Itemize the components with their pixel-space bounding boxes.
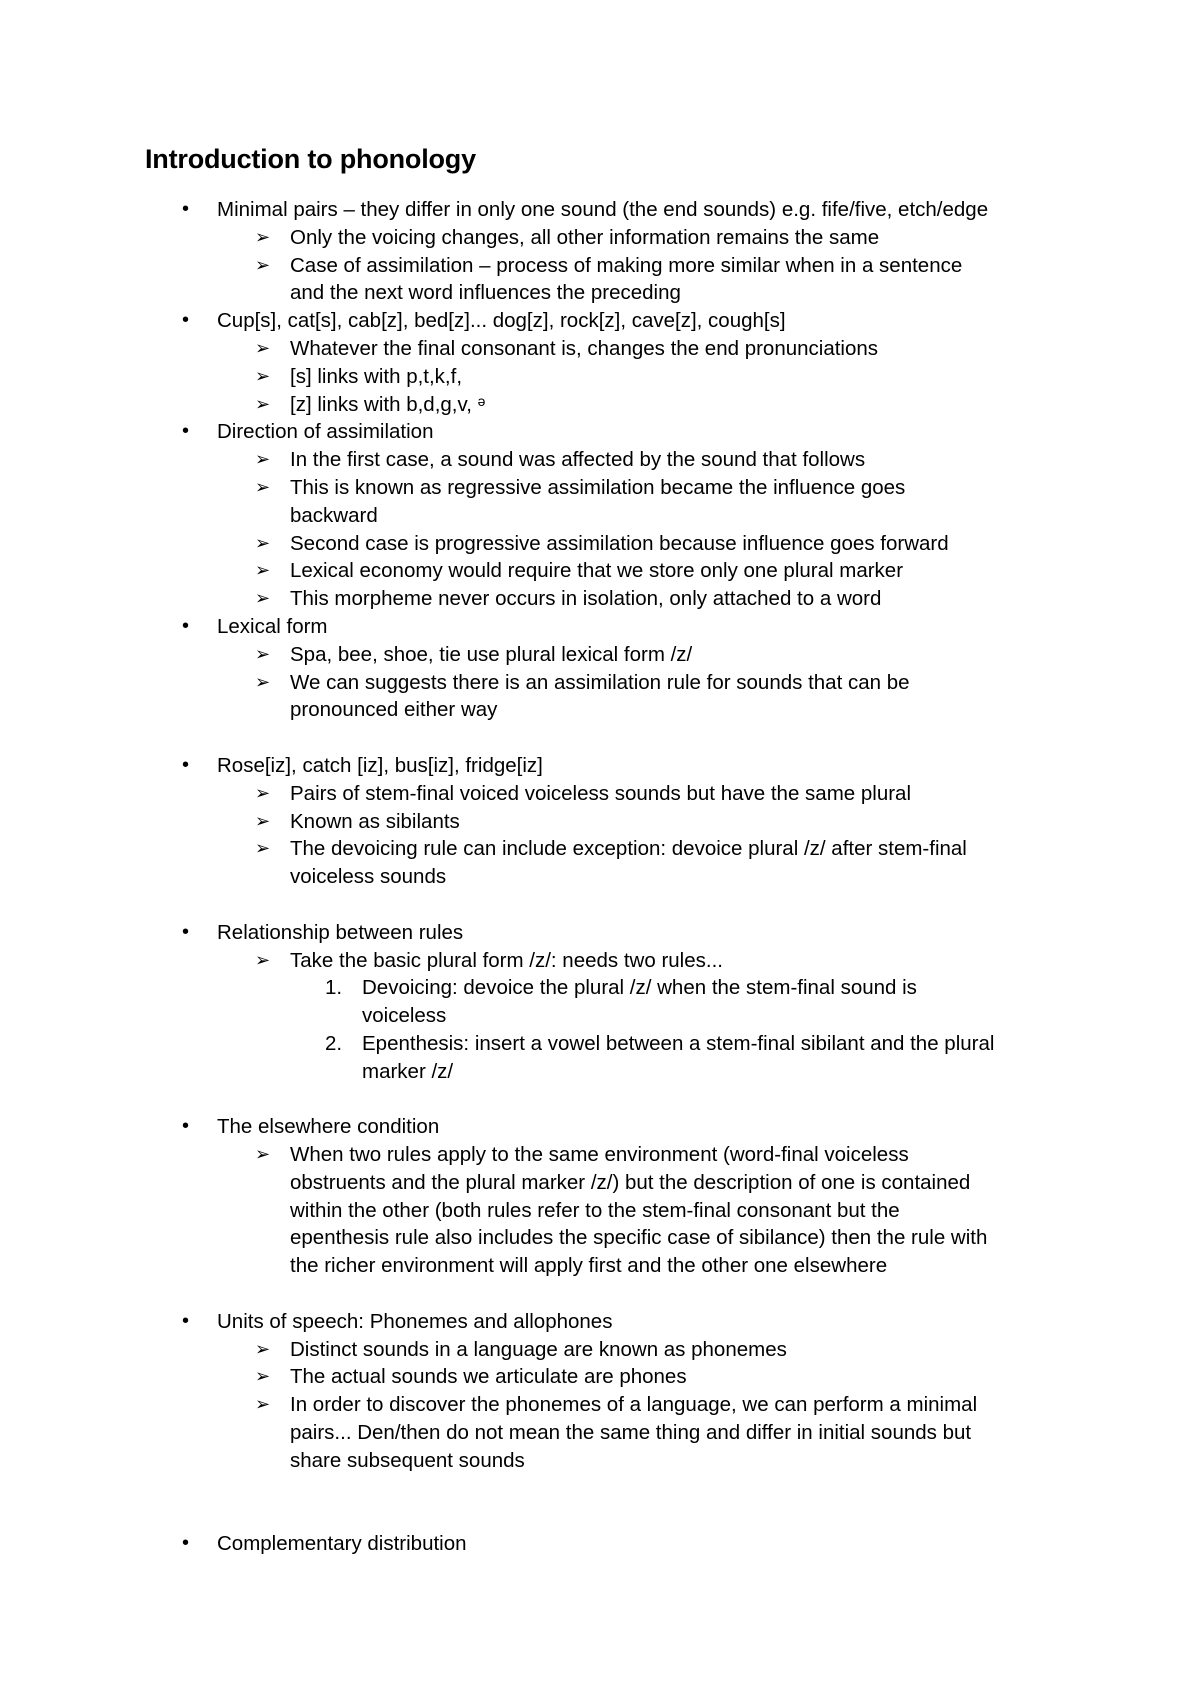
blank-line	[0, 891, 1200, 919]
line-text: Known as sibilants	[290, 809, 460, 833]
line-text: voiceless sounds	[290, 865, 447, 889]
sub-bullet-item	[0, 335, 1200, 363]
line-text: When two rules apply to the same environment (word-final voiceless	[290, 1143, 909, 1167]
sub-bullet-item	[0, 502, 1200, 530]
bullet-item	[0, 752, 1200, 780]
bullet-icon: •	[182, 1309, 190, 1332]
arrow-bullet-icon: ➢	[255, 560, 271, 582]
line-text: marker /z/	[362, 1059, 454, 1083]
sub-bullet-item	[0, 474, 1200, 502]
bullet-item	[0, 418, 1200, 446]
arrow-bullet-icon: ➢	[255, 254, 271, 276]
blank-line	[0, 1086, 1200, 1114]
sub-bullet-item	[0, 808, 1200, 836]
arrow-bullet-icon: ➢	[255, 365, 271, 387]
sub-bullet-item	[0, 363, 1200, 391]
line-text: The actual sounds we articulate are phones	[290, 1365, 687, 1389]
line-text: pronounced either way	[290, 698, 498, 722]
line-text: Units of speech: Phonemes and allophones	[217, 1309, 613, 1333]
bullet-icon: •	[182, 1532, 190, 1555]
arrow-bullet-icon: ➢	[255, 1394, 271, 1416]
sub-bullet-item	[0, 1447, 1200, 1475]
line-text: backward	[290, 503, 378, 527]
arrow-bullet-icon: ➢	[255, 532, 271, 554]
sub-bullet-item	[0, 696, 1200, 724]
blank-line	[0, 724, 1200, 752]
sub-bullet-item	[0, 252, 1200, 280]
line-text: and the next word influences the preceding	[290, 281, 681, 305]
blank-line	[0, 1475, 1200, 1503]
line-text: The devoicing rule can include exception: devoice plural /z/ after stem-final	[290, 837, 967, 861]
bullet-item	[0, 1113, 1200, 1141]
line-text: Whatever the final consonant is, changes the end pronunciations	[290, 336, 879, 360]
sub-bullet-item	[0, 391, 1200, 419]
bullet-icon: •	[182, 309, 190, 332]
line-text: In the first case, a sound was affected by the sound that follows	[290, 448, 866, 472]
bullet-icon: •	[182, 1115, 190, 1138]
sub-bullet-item	[0, 1197, 1200, 1225]
arrow-bullet-icon: ➢	[255, 671, 271, 693]
sub-bullet-item	[0, 641, 1200, 669]
line-text: Minimal pairs – they differ in only one sound (the end sounds) e.g. fife/five, etch/edge	[217, 198, 989, 221]
sub-bullet-item	[0, 1391, 1200, 1419]
line-text: Rose[iz], catch [iz], bus[iz], fridge[iz]	[217, 753, 543, 777]
sub-bullet-item	[0, 446, 1200, 474]
sub-bullet-item	[0, 224, 1200, 252]
sub-bullet-item	[0, 1419, 1200, 1447]
blank-line	[0, 1280, 1200, 1308]
bullet-icon: •	[182, 420, 190, 443]
numbered-item	[0, 1030, 1200, 1058]
line-text: Lexical form	[217, 614, 328, 638]
line-text: voiceless	[362, 1004, 447, 1028]
sub-bullet-item	[0, 1363, 1200, 1391]
numbered-item	[0, 1002, 1200, 1030]
bullet-item	[0, 196, 1200, 224]
sub-bullet-item	[0, 780, 1200, 808]
line-text: In order to discover the phonemes of a language, we can perform a minimal	[290, 1393, 978, 1417]
arrow-bullet-icon: ➢	[255, 838, 271, 860]
bullet-item	[0, 307, 1200, 335]
list-number: 2.	[325, 1031, 343, 1055]
bullet-item	[0, 1530, 1200, 1558]
line-text: within the other (both rules refer to the stem-final consonant but the	[290, 1198, 900, 1222]
arrow-bullet-icon: ➢	[255, 643, 271, 665]
line-text: obstruents and the plural marker /z/) but the description of one is contained	[290, 1170, 971, 1194]
arrow-bullet-icon: ➢	[255, 1366, 271, 1388]
arrow-bullet-icon: ➢	[255, 588, 271, 610]
arrow-bullet-icon: ➢	[255, 1338, 271, 1360]
line-text: share subsequent sounds	[290, 1448, 525, 1472]
sub-bullet-item	[0, 1252, 1200, 1280]
bullet-item	[0, 919, 1200, 947]
line-text: Distinct sounds in a language are known as phonemes	[290, 1337, 787, 1361]
sub-bullet-item	[0, 1141, 1200, 1169]
list-number: 1.	[325, 976, 343, 1000]
line-text: Complementary distribution	[217, 1532, 467, 1556]
arrow-bullet-icon: ➢	[255, 810, 271, 832]
line-text: Take the basic plural form /z/: needs two rules...	[290, 948, 723, 972]
arrow-bullet-icon: ➢	[255, 782, 271, 804]
numbered-item	[0, 974, 1200, 1002]
bullet-item	[0, 613, 1200, 641]
line-text: Spa, bee, shoe, tie use plural lexical form /z/	[290, 642, 693, 666]
bullet-icon: •	[182, 920, 190, 943]
blank-line	[0, 1502, 1200, 1530]
bullet-icon: •	[182, 198, 190, 220]
sub-bullet-item	[0, 1224, 1200, 1252]
sub-bullet-item	[0, 863, 1200, 891]
line-text: [s] links with p,t,k,f,	[290, 364, 463, 388]
line-text: Case of assimilation – process of making more similar when in a sentence	[290, 253, 963, 277]
sub-bullet-item	[0, 557, 1200, 585]
line-text: pairs... Den/then do not mean the same thing and differ in initial sounds but	[290, 1421, 972, 1445]
bullet-icon: •	[182, 753, 190, 776]
line-text: Pairs of stem-final voiced voiceless sounds but have the same plural	[290, 781, 912, 805]
line-text: Relationship between rules	[217, 920, 464, 944]
arrow-bullet-icon: ➢	[255, 337, 271, 359]
arrow-bullet-icon: ➢	[255, 393, 271, 415]
line-text: Devoicing: devoice the plural /z/ when the stem-final sound is	[362, 976, 917, 1000]
line-text: Only the voicing changes, all other information remains the same	[290, 225, 880, 249]
arrow-bullet-icon: ➢	[255, 449, 271, 471]
sub-bullet-item	[0, 947, 1200, 975]
line-text: the richer environment will apply first and the other one elsewhere	[290, 1254, 888, 1278]
sub-bullet-item	[0, 1169, 1200, 1197]
sub-bullet-item	[0, 835, 1200, 863]
sub-bullet-item	[0, 585, 1200, 613]
arrow-bullet-icon: ➢	[255, 476, 271, 498]
arrow-bullet-icon: ➢	[255, 949, 271, 971]
line-text: This is known as regressive assimilation became the influence goes	[290, 475, 906, 499]
page-title: Introduction to phonology	[145, 144, 476, 174]
line-text: This morpheme never occurs in isolation, only attached to a word	[290, 587, 882, 611]
line-text: We can suggests there is an assimilation rule for sounds that can be	[290, 670, 910, 694]
line-text: Lexical economy would require that we store only one plural marker	[290, 559, 904, 583]
arrow-bullet-icon: ➢	[255, 226, 271, 248]
line-text: Direction of assimilation	[217, 420, 434, 444]
line-text: Second case is progressive assimilation because influence goes forward	[290, 531, 949, 555]
notes-list	[0, 196, 1200, 1558]
line-text: [z] links with b,d,g,v, ᵊ	[290, 392, 486, 416]
line-text: The elsewhere condition	[217, 1115, 440, 1139]
bullet-item	[0, 1308, 1200, 1336]
sub-bullet-item	[0, 1336, 1200, 1364]
numbered-item	[0, 1058, 1200, 1086]
bullet-icon: •	[182, 614, 190, 637]
sub-bullet-item	[0, 530, 1200, 558]
arrow-bullet-icon: ➢	[255, 1144, 271, 1166]
sub-bullet-item	[0, 279, 1200, 307]
line-text: Epenthesis: insert a vowel between a stem-final sibilant and the plural	[362, 1031, 995, 1055]
line-text: epenthesis rule also includes the specific case of sibilance) then the rule with	[290, 1226, 988, 1250]
sub-bullet-item	[0, 669, 1200, 697]
line-text: Cup[s], cat[s], cab[z], bed[z]... dog[z], rock[z], cave[z], cough[s]	[217, 309, 786, 333]
